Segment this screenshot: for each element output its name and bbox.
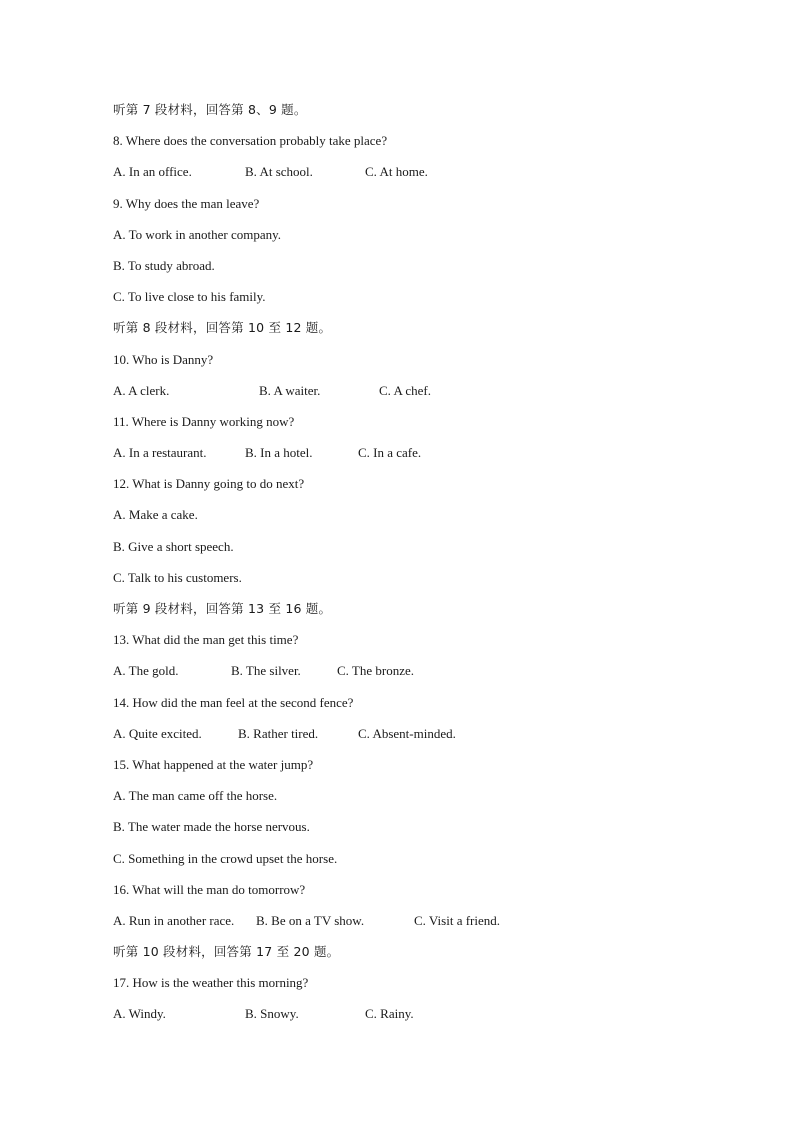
option-a: A. A clerk. [113,382,170,398]
option-row [113,662,713,693]
option-row [113,912,713,943]
option-c: C. The bronze. [337,663,415,679]
option-b: B. In a hotel. [245,445,313,461]
option-row [113,163,713,194]
option-b: B. Snowy. [245,1006,299,1022]
section-heading: 听第 8 段材料，回答第 10 至 12 题。 [113,320,332,336]
option-row [113,444,713,475]
option-row [113,1005,713,1036]
section-heading: 听第 9 段材料，回答第 13 至 16 题。 [113,601,332,616]
option-row [113,725,713,756]
option-c: C. Rainy. [365,1006,414,1022]
question-stem: 10. Who is Danny? [113,351,214,367]
option-a: A. Run in another race. [113,912,235,928]
question-stem: 12. What is Danny going to do next? [113,476,305,492]
option-c: C. To live close to his family. [113,289,266,305]
option-row [113,382,713,413]
option-b: B. Give a short speech. [113,538,234,554]
option-b: B. Rather tired. [238,725,319,741]
question-stem: 16. What will the man do tomorrow? [113,881,306,897]
exam-page [113,101,713,1037]
question-stem: 8. Where does the conversation probably take place? [113,133,388,149]
option-c: C. At home. [365,164,428,180]
option-b: B. At school. [245,164,313,180]
option-b: B. The water made the horse nervous. [113,819,310,835]
option-a: A. The gold. [113,663,179,679]
question-stem: 17. How is the weather this morning? [113,975,309,991]
option-a: A. In a restaurant. [113,445,207,461]
option-c: C. A chef. [379,382,431,398]
option-a: A. Make a cake. [113,507,198,523]
option-c: C. Visit a friend. [414,912,500,928]
section-heading: 听第 7 段材料，回答第 8、9 题。 [113,102,307,117]
option-a: A. To work in another company. [113,226,282,242]
option-c: C. In a cafe. [358,445,422,461]
option-b: B. Be on a TV show. [256,912,365,928]
option-b: B. To study abroad. [113,257,215,273]
option-b: B. The silver. [231,663,301,679]
option-c: C. Absent-minded. [358,725,456,741]
question-stem: 9. Why does the man leave? [113,195,260,211]
question-stem: 11. Where is Danny working now? [113,413,295,429]
option-c: C. Something in the crowd upset the horse. [113,850,338,866]
option-a: A. Windy. [113,1006,166,1022]
question-stem: 14. How did the man feel at the second fence? [113,694,354,710]
option-c: C. Talk to his customers. [113,569,242,585]
option-b: B. A waiter. [259,382,321,398]
option-a: A. The man came off the horse. [113,788,278,804]
option-a: A. In an office. [113,164,192,180]
section-heading: 听第 10 段材料，回答第 17 至 20 题。 [113,944,340,960]
question-stem: 15. What happened at the water jump? [113,756,314,772]
question-stem: 13. What did the man get this time? [113,632,299,648]
option-a: A. Quite excited. [113,725,202,741]
